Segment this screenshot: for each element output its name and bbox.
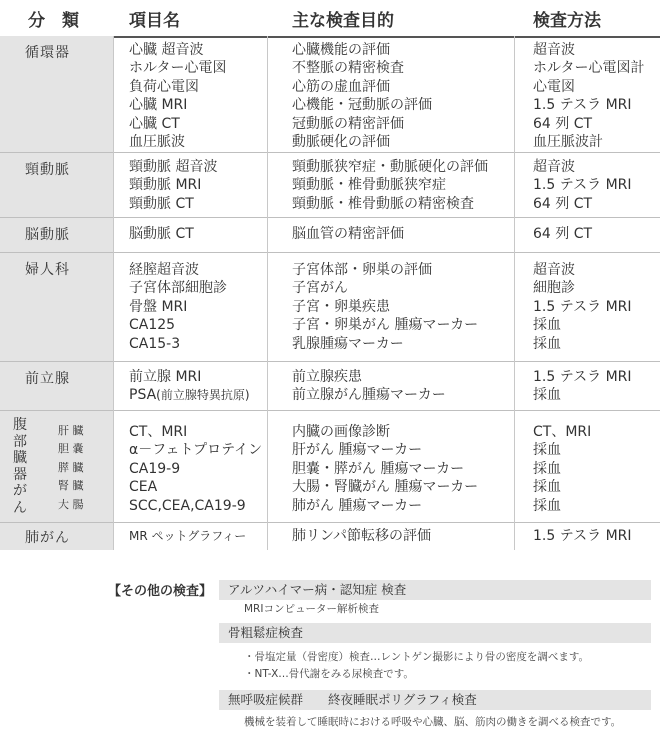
method-text: 採血 [533,317,561,334]
item-text: 心臓 超音波 [129,42,204,58]
method-cell [533,41,644,151]
purpose-cell [292,41,432,151]
purpose-text: 子宮体部・卵巣の評価 [292,262,432,278]
category-label: 脳動脈 [25,227,70,243]
organ-label: 胆 嚢 [58,442,84,456]
purpose-text: 前立腺疾患 [292,369,362,385]
section-note: ・骨塩定量（骨密度）検査…レントゲン撮影により骨の密度を調べます。 [244,651,589,663]
method-text: CT、MRI [533,424,592,440]
method-text: 1.5 テスラ MRI [533,97,632,114]
purpose-cell [292,158,488,213]
item-text: 頸動脈 CT [129,195,194,212]
method-cell [533,158,632,213]
item-text: 前立腺 MRI [129,369,202,385]
table-row [0,36,660,153]
purpose-cell [292,261,478,353]
table-row [0,253,660,362]
organ-label: 大 腸 [58,497,84,511]
method-text: 採血 [533,460,561,477]
item-text: 負荷心電図 [129,78,199,95]
item-text: 脳動脈 CT [129,226,194,242]
purpose-text: 子宮がん [292,280,348,297]
purpose-text: 子宮・卵巣がん 腫瘍マーカー [292,317,479,334]
header-method: 検査方法 [533,11,601,31]
header-purpose: 主な検査目的 [292,11,394,31]
item-text: 心臓 CT [129,115,180,132]
item-cell [129,527,246,545]
purpose-text: 肝がん 腫瘍マーカー [292,442,423,459]
method-cell [533,261,632,353]
organ-label: 肝 臓 [58,424,84,437]
item-text: α－フェトプロテイン [129,442,263,459]
purpose-text: 子宮・卵巣疾患 [292,298,390,315]
table-row [0,362,660,411]
organ-label: 腎 臓 [58,479,84,493]
purpose-cell [292,423,478,515]
purpose-text: 頸動脈・椎骨動脈狭窄症 [292,177,446,194]
method-text: 1.5 テスラ MRI [533,177,632,194]
purpose-text: 冠動脈の精密評価 [292,115,404,132]
section-bar-osteoporosis: 骨粗鬆症検査 [219,623,651,643]
column-divider [113,36,114,550]
method-text: 心電図 [533,78,575,95]
item-text: CA15-3 [129,335,181,352]
method-text: 超音波 [533,159,575,175]
category-label: 頸動脈 [25,162,70,178]
category-label: 循環器 [25,45,70,61]
method-text: 64 列 CT [533,226,593,242]
section-bar-alzheimer: アルツハイマー病・認知症 検査 [219,580,651,600]
method-text: 64 列 CT [533,115,593,132]
section-note: ・NT-X…骨代謝をみる尿検査です。 [244,668,414,680]
item-text: 血圧脈波 [129,134,185,151]
method-text: 採血 [533,387,561,404]
item-cell [129,423,262,515]
table-row [0,411,660,523]
category-cell [0,36,113,152]
item-text: 経膣超音波 [129,262,199,278]
category-cell [0,253,113,361]
table-row [0,523,660,550]
method-text: 1.5 テスラ MRI [533,528,632,544]
item-text: CT、MRI [129,424,188,440]
item-text: 頸動脈 MRI [129,177,202,194]
purpose-text: 脳血管の精密評価 [292,226,404,242]
column-divider [267,36,268,550]
purpose-cell [292,225,404,243]
item-cell [129,261,227,353]
purpose-text: 動脈硬化の評価 [292,134,390,151]
item-text: PSA [129,387,157,404]
section-note: 機械を装着して睡眠時における呼吸や心臓、脳、筋肉の働きを調べる検査です。 [244,716,622,728]
method-text: 採血 [533,335,561,352]
purpose-text: 心臓機能の評価 [292,42,390,58]
category-cell [0,218,113,252]
section-bar-apnea: 無呼吸症候群 終夜睡眠ポリグラフィ検査 [219,690,651,710]
section-note: MRIコンピューター解析検査 [244,603,379,615]
method-text: 細胞診 [533,280,575,297]
table-row [0,218,660,253]
category-label: 婦人科 [25,262,70,278]
purpose-text: 肺がん 腫瘍マーカー [292,497,423,514]
item-text: 心臓 MRI [129,97,188,114]
item-cell [129,158,217,213]
item-cell [129,225,194,243]
category-cell [0,153,113,217]
method-text: 採血 [533,442,561,459]
category-cell [0,523,113,550]
method-cell [533,368,632,405]
purpose-text: 乳腺腫瘍マーカー [292,335,404,352]
method-cell [533,225,592,243]
item-text: MR ペットグラフィー [129,529,247,543]
purpose-text: 心筋の虚血評価 [292,78,390,95]
table-header [0,0,660,38]
purpose-text: 前立腺がん腫瘍マーカー [292,387,446,404]
item-text: CA19-9 [129,460,181,477]
category-label: 前立腺 [25,371,70,387]
purpose-text: 頸動脈狭窄症・動脈硬化の評価 [292,159,488,175]
method-cell [533,423,591,515]
header-item: 項目名 [129,11,180,31]
item-text: CA125 [129,317,176,334]
purpose-text: 不整脈の精密検査 [292,60,404,77]
method-text: 超音波 [533,262,575,278]
category-cell [0,411,113,522]
item-text: 頸動脈 超音波 [129,159,218,175]
item-text: SCC,CEA,CA19-9 [129,497,246,514]
purpose-text: 内臓の画像診断 [292,424,390,440]
item-text: 子宮体部細胞診 [129,280,227,297]
method-text: 1.5 テスラ MRI [533,298,632,315]
method-text: 64 列 CT [533,195,593,212]
item-note: (前立腺特異抗原) [156,388,250,403]
category-cell [0,362,113,410]
item-text: CEA [129,479,158,496]
category-label-vertical: 腹部臓器がん [13,417,27,516]
organ-list [58,422,84,514]
method-text: ホルター心電図計 [533,60,645,77]
item-text: ホルター心電図 [129,60,227,77]
purpose-text: 胆嚢・膵がん 腫瘍マーカー [292,460,465,477]
method-text: 採血 [533,479,561,496]
item-text: 骨盤 MRI [129,298,188,315]
method-text: 1.5 テスラ MRI [533,369,632,385]
column-divider [514,36,515,550]
method-text: 採血 [533,497,561,514]
method-text: 超音波 [533,42,575,58]
organ-label: 膵 臓 [58,460,84,474]
table-row [0,153,660,218]
purpose-cell [292,527,431,545]
purpose-text: 肺リンパ節転移の評価 [292,528,432,544]
header-category: 分 類 [28,11,79,31]
other-tests-label: 【その他の検査】 [108,584,213,599]
item-cell [129,41,226,151]
purpose-text: 大腸・腎臓がん 腫瘍マーカー [292,479,479,496]
purpose-text: 心機能・冠動脈の評価 [292,97,432,114]
item-cell [129,368,250,405]
category-label: 肺がん [25,530,70,546]
purpose-cell [292,368,446,405]
purpose-text: 頸動脈・椎骨動脈の精密検査 [292,195,474,212]
method-cell [533,527,632,545]
method-text: 血圧脈波計 [533,134,603,151]
